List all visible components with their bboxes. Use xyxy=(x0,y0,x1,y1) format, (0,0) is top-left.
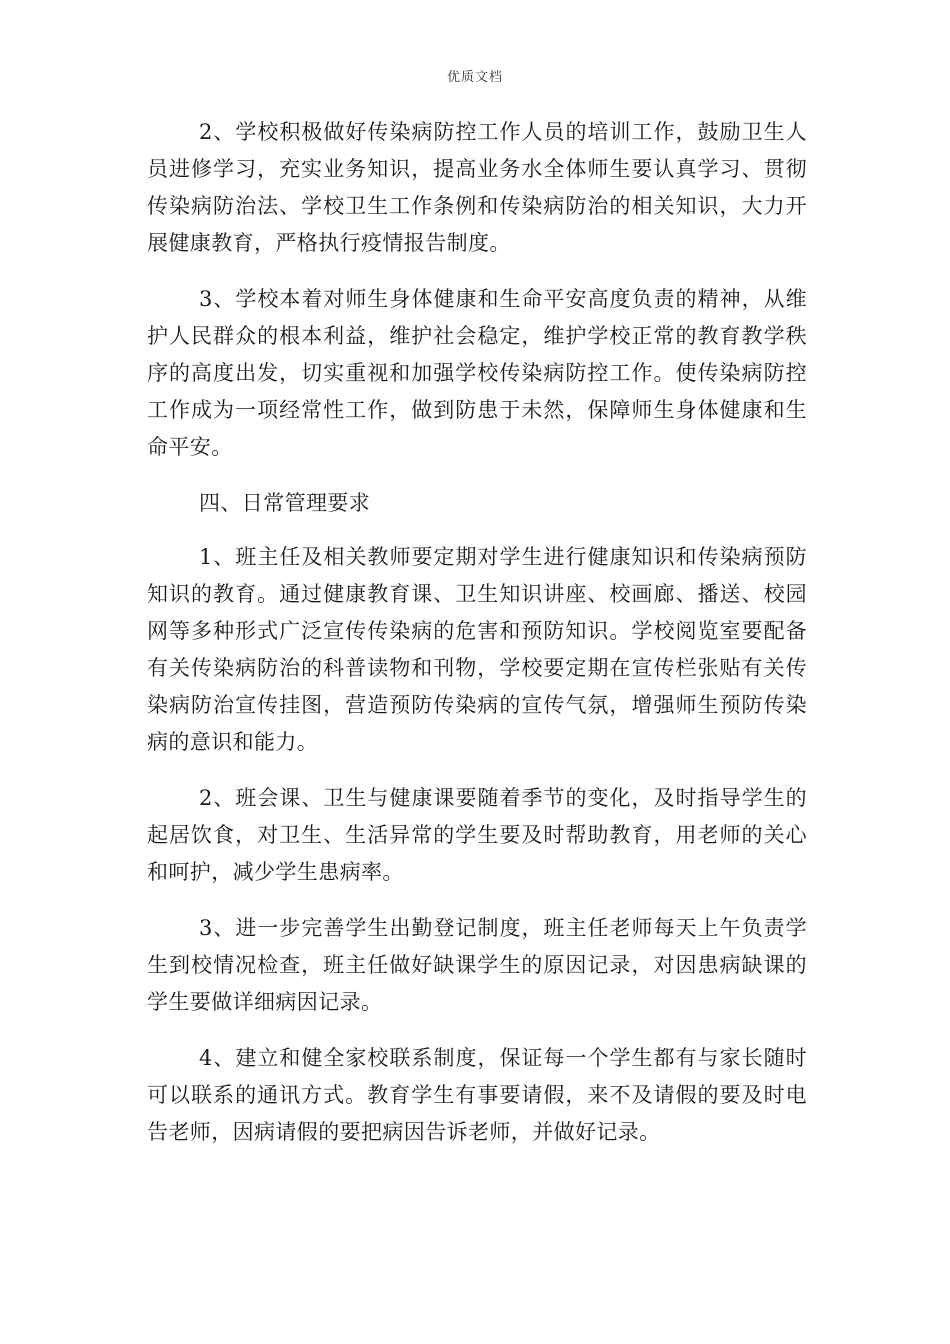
paragraph-training: 2、学校积极做好传染病防控工作人员的培训工作，鼓励卫生人员进修学习，充实业务知识，提高业务水全体师生要认真学习、贯彻传染病防治法、学校卫生工作条例和传染病防治的相关知识，大力开展健康教育，严格执行疫情报告制度。 xyxy=(147,120,807,255)
page-header: 优质文档 xyxy=(446,70,503,85)
paragraph-class-meeting: 2、班会课、卫生与健康课要随着季节的变化，及时指导学生的起居饮食，对卫生、生活异常的学生要及时帮助教育，用老师的关心和呵护，减少学生患病率。 xyxy=(147,786,807,884)
section-heading-daily-management: 四、日常管理要求 xyxy=(199,491,371,515)
paragraph-responsibility: 3、学校本着对师生身体健康和生命平安高度负责的精神，从维护人民群众的根本利益，维护社会稳定，维护学校正常的教育教学秩序的高度出发，切实重视和加强学校传染病防控工作。使传染病防控工作成为一项经常性工作，做到防患于未然，保障师生身体健康和生命平安。 xyxy=(147,287,807,459)
paragraph-attendance: 3、进一步完善学生出勤登记制度，班主任老师每天上午负责学生到校情况检查，班主任做好缺课学生的原因记录，对因患病缺课的学生要做详细病因记录。 xyxy=(147,916,807,1014)
document-body xyxy=(147,114,807,1170)
paragraph-home-school-contact: 4、建立和健全家校联系制度，保证每一个学生都有与家长随时可以联系的通讯方式。教育学生有事要请假，来不及请假的要及时电告老师，因病请假的要把病因告诉老师，并做好记录。 xyxy=(147,1046,807,1144)
paragraph-health-education: 1、班主任及相关教师要定期对学生进行健康知识和传染病预防知识的教育。通过健康教育课、卫生知识讲座、校画廊、播送、校园网等多种形式广泛宣传传染病的危害和预防知识。学校阅览室要配备有关传染病防治的科普读物和刊物，学校要定期在宣传栏张贴有关传染病防治宣传挂图，营造预防传染病的宣传气氛，增强师生预防传染病的意识和能力。 xyxy=(147,545,807,754)
